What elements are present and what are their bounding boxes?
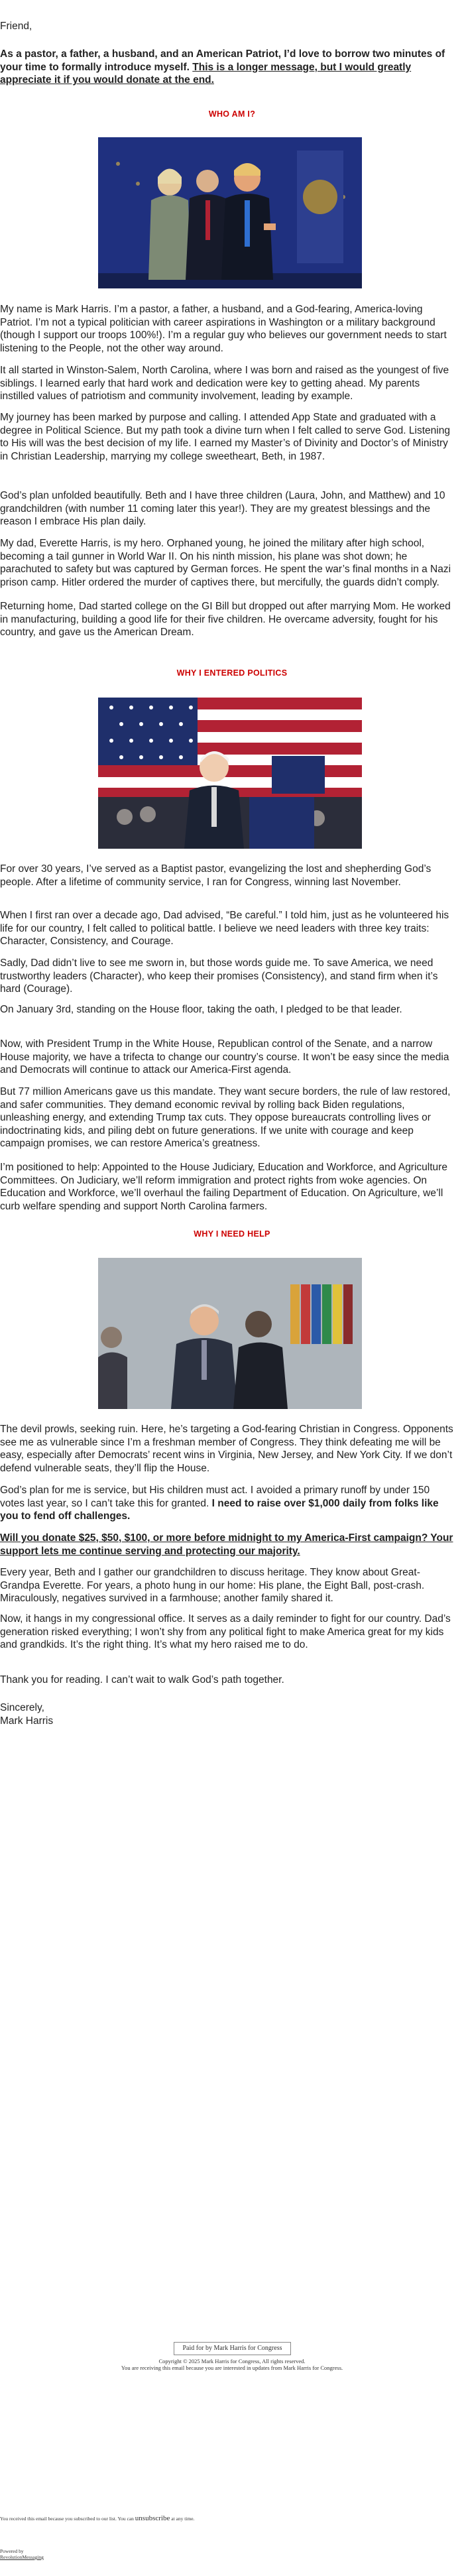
paragraph: On January 3rd, standing on the House floor, taking the oath, I pledged to be that leader. [0, 1004, 402, 1015]
paid-for-disclaimer: Paid for by Mark Harris for Congress [174, 2342, 291, 2355]
paragraph: I’m positioned to help: Appointed to the House Judiciary, Education and Workforce, and Agriculture Committees. On Judiciary, we’ll reform immigration and protect rights from woke agencies. On Education and Workforce, we’ll overhaul the failing Department of Education. On Agriculture, we’ll curb welfare spending and support North Carolina farmers. [0, 1162, 447, 1212]
subscribed-note: You received this email because you subscribed to our list. You can [0, 2516, 134, 2522]
funding-paragraph [0, 1484, 456, 1523]
unsubscribe-tail: at any time. [171, 2516, 195, 2522]
intro-paragraph [0, 48, 456, 87]
intro-donate-note: This is a longer message, but I would greatly appreciate it if you would donate at the end. [0, 61, 412, 86]
paragraph: Every year, Beth and I gather our grandchildren to discuss heritage. They know about Great-Grandpa Everette. For years, a photo hung in our home: His plane, the Eight Ball, post-crash. Miraculously, negatives survived in a farmhouse; another family shared it. [0, 1567, 425, 1605]
paragraph: Now, with President Trump in the White House, Republican control of the Senate, and a narrow House majority, we have a trifecta to change our country’s course. It won’t be easy since the media and Democrats will continue to attack our America-First agenda. [0, 1038, 449, 1076]
powered-by-label: Powered by [0, 2548, 24, 2554]
copyright-line: Copyright © 2025 Mark Harris for Congress, All rights reserved. [158, 2358, 306, 2364]
funding-text: God’s plan for me is service, but His children must act. I avoided a primary runoff by under 150 votes last year, so I can’t take this for granted. [0, 1485, 430, 1509]
paragraph: God’s plan unfolded beautifully. Beth and I have three children (Laura, John, and Matthew) and 10 grandchildren (with number 11 coming later this year!). They are my greatest blessings and the reason I embrace His plan daily. [0, 490, 445, 528]
funding-goal: I need to raise over $1,000 daily from folks like you to fend off challenges. [0, 1497, 439, 1522]
section-heading-need-help: WHY I NEED HELP [194, 1229, 270, 1239]
paragraph: My name is Mark Harris. I’m a pastor, a father, a husband, and a God-fearing, America-loving Patriot. I’m not a typical politician with career aspirations in Washington or a military background (though I support our troops 100%!). I’m a regular guy who believes our government needs to start listening to the People, not the other way around. [0, 304, 447, 354]
platform-link[interactable]: RevolutionMessaging [0, 2554, 44, 2560]
intro-bold: As a pastor, a father, a husband, and an American Patriot, I’d love to borrow two minutes of your time to formally introduce myself. [0, 48, 445, 73]
unsubscribe-line [0, 2514, 194, 2522]
paragraph: My dad, Everette Harris, is my hero. Orphaned young, he joined the military after high school, becoming a tail gunner in World War II. On his ninth mission, his plane was shot down; he parachuted to safety but was captured by German forces. He spent the war’s final months in a Nazi prison camp. Hitler ordered the murder of captives there, but mercifully, the guards didn’t comply. [0, 538, 451, 588]
paragraph: But 77 million Americans gave us this mandate. They want secure borders, the rule of law restored, and safer communities. They demand economic revival by rolling back Biden regulations, unleashing energy, and extending Trump tax cuts. They oppose bureaucrats controlling lives or indoctrinating kids, and piling debt on future generations. If we unite with courage and keep campaign promises, we can restore America’s greatness. [0, 1086, 451, 1150]
unsubscribe-link[interactable]: unsubscribe [135, 2514, 170, 2522]
paragraph: Returning home, Dad started college on the GI Bill but dropped out after marrying Mom. He worked in manufacturing, building a good life for their five children. He overcame adversity, fought for his country, and gave us the American Dream. [0, 601, 451, 639]
paragraph: When I first ran over a decade ago, Dad advised, “Be careful.” I told him, just as he volunteered his life for our country, I felt called to political battle. I believe we need leaders with three key traits: Character, Consistency, and Courage. [0, 910, 449, 948]
photo-with-president [98, 137, 362, 288]
paragraph: It all started in Winston-Salem, North Carolina, where I was born and raised as the youngest of five siblings. I learned early that hard work and dedication were key to getting ahead. My parents instilled values of patriotism and community involvement, leading by example. [0, 365, 449, 402]
signature: Mark Harris [0, 1715, 54, 1727]
subscription-reason: You are receiving this email because you are interested in updates from Mark Harris for Congress. [121, 2364, 343, 2371]
photo-capitol-hallway [98, 1258, 362, 1409]
paragraph: My journey has been marked by purpose and calling. I attended App State and graduated with a degree in Political Science. But my path took a divine turn when I felt called to serve God. Listening to His will was the best decision of my life. I earned my Master’s of Divinity and Doctor’s of Ministry in Christian Leadership, marrying my college sweetheart, Beth, in 1987. [0, 412, 450, 462]
photo-rally-speech [98, 698, 362, 849]
powered-by-line [0, 2548, 44, 2560]
paragraph: For over 30 years, I’ve served as a Baptist pastor, evangelizing the lost and shepherding God’s people. After a lifetime of community service, I ran for Congress, winning last November. [0, 863, 432, 888]
donation-ask-link[interactable]: Will you donate $25, $50, $100, or more before midnight to my America-First campaign? Your support lets me continue serving and protecting our majority. [0, 1532, 453, 1557]
signoff: Sincerely, [0, 1702, 44, 1713]
section-heading-politics: WHY I ENTERED POLITICS [176, 668, 288, 678]
section-heading-who-am-i: WHO AM I? [208, 109, 256, 119]
paragraph: Sadly, Dad didn’t live to see me sworn in, but those words guide me. To save America, we need trustworthy leaders (Character), who keep their promises (Consistency), and stand firm when it’s hard (Courage). [0, 957, 438, 995]
greeting: Friend, [0, 21, 32, 32]
paragraph: Now, it hangs in my congressional office. It serves as a daily reminder to fight for our country. Dad’s generation risked everything; I won’t shy from any political fight to make America great for my kids and grandkids. It’s the right thing. It’s what my hero raised me to do. [0, 1613, 451, 1651]
paragraph: The devil prowls, seeking ruin. Here, he’s targeting a God-fearing Christian in Congress. Opponents see me as vulnerable since I’m a freshman member of Congress. They think defeating me will be easy, especially after Democrats’ recent wins in Virginia, New Jersey, and New York City. If we don’t defend vulnerable seats, they’ll flip the House. [0, 1424, 453, 1474]
paragraph: Thank you for reading. I can’t wait to walk God’s path together. [0, 1674, 284, 1686]
